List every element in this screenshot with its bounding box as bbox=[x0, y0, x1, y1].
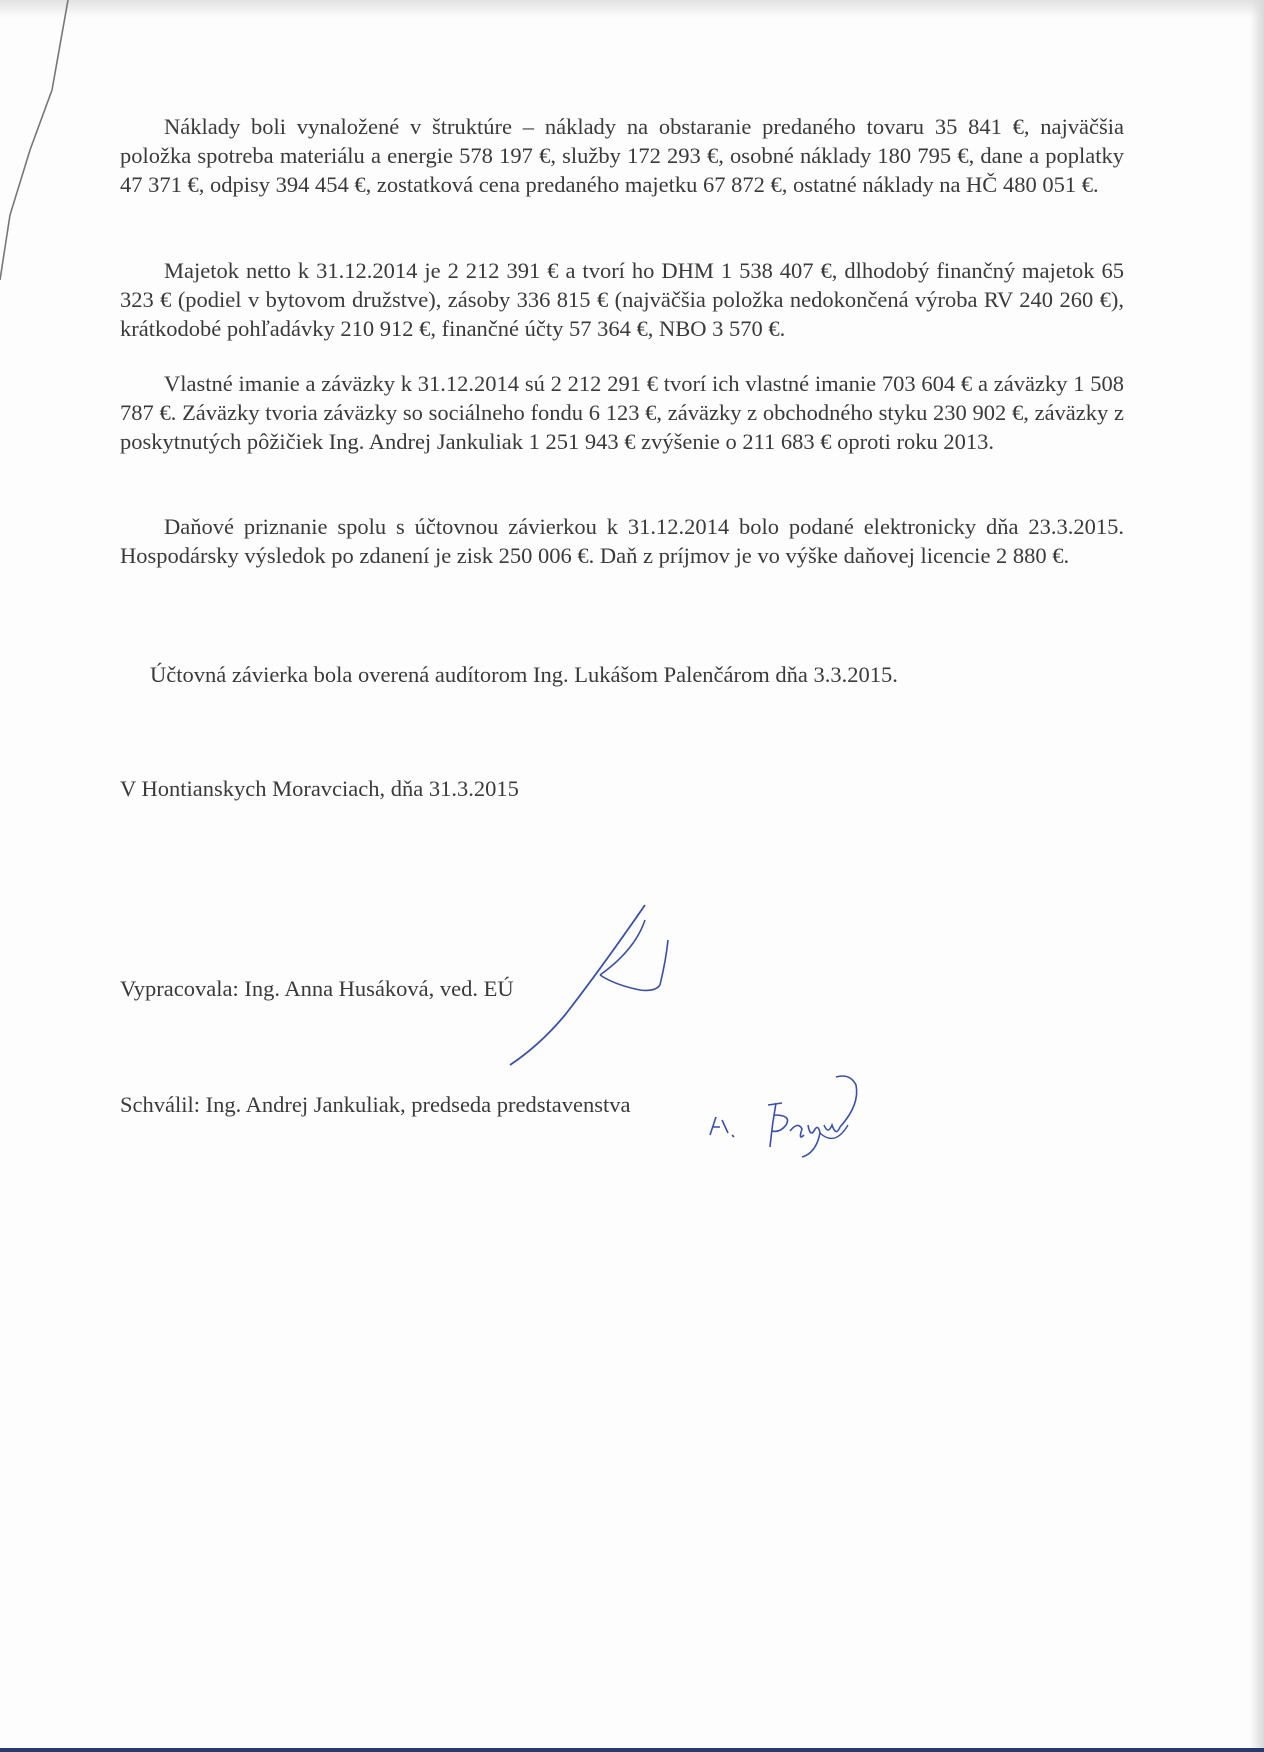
scan-edge-bottom bbox=[0, 1748, 1264, 1752]
paragraph-tax-return: Daňové priznanie spolu s účtovnou závierkou k 31.12.2014 bolo podané elektronicky dňa 23.3.2015. Hospodársky výsledok po zdanení je zisk 250 006 €. Daň z príjmov je vo výške daňovej licencie 2 880 €. bbox=[120, 514, 1124, 568]
scan-shadow-right bbox=[1250, 0, 1264, 1752]
prepared-by: Vypracovala: Ing. Anna Husáková, ved. EÚ bbox=[120, 976, 514, 1001]
paragraph-equity-liabilities: Vlastné imanie a záväzky k 31.12.2014 sú 2 212 291 € tvorí ich vlastné imanie 703 604 € a záväzky 1 508 787 €. Záväzky tvoria záväzky so sociálneho fondu 6 123 €, záväzky z obchodného styku 230 902 €, záväzky z poskytnutých pôžičiek Ing. Andrej Jankuliak 1 251 943 € zvýšenie o 211 683 € oproti roku 2013. bbox=[120, 371, 1124, 454]
paper-fold-mark bbox=[0, 0, 90, 300]
audit-note: Účtovná závierka bola overená audítorom Ing. Lukášom Palenčárom dňa 3.3.2015. bbox=[150, 662, 898, 687]
paragraph-costs: Náklady boli vynaložené v štruktúre – náklady na obstaranie predaného tovaru 35 841 €, najväčšia položka spotreba materiálu a energie 578 197 €, služby 172 293 €, osobné náklady 180 795 €, dane a poplatky 47 371 €, odpisy 394 454 €, zostatková cena predaného majetku 67 872 €, ostatné náklady na HČ 480 051 €. bbox=[120, 114, 1124, 197]
paragraph-assets: Majetok netto k 31.12.2014 je 2 212 391 € a tvorí ho DHM 1 538 407 €, dlhodobý finančný majetok 65 323 € (podiel v bytovom družstve), zásoby 336 815 € (najväčšia položka nedokončená výroba RV 240 260 €), krátkodobé pohľadávky 210 912 €, finančné účty 57 364 €, NBO 3 570 €. bbox=[120, 258, 1124, 341]
scan-shadow-top bbox=[0, 0, 1264, 18]
approved-by: Schválil: Ing. Andrej Jankuliak, predseda predstavenstva bbox=[120, 1092, 631, 1117]
signature-prepared bbox=[490, 900, 690, 1070]
signature-approved bbox=[700, 1065, 880, 1165]
place-and-date: V Hontianskych Moravciach, dňa 31.3.2015 bbox=[120, 776, 519, 801]
